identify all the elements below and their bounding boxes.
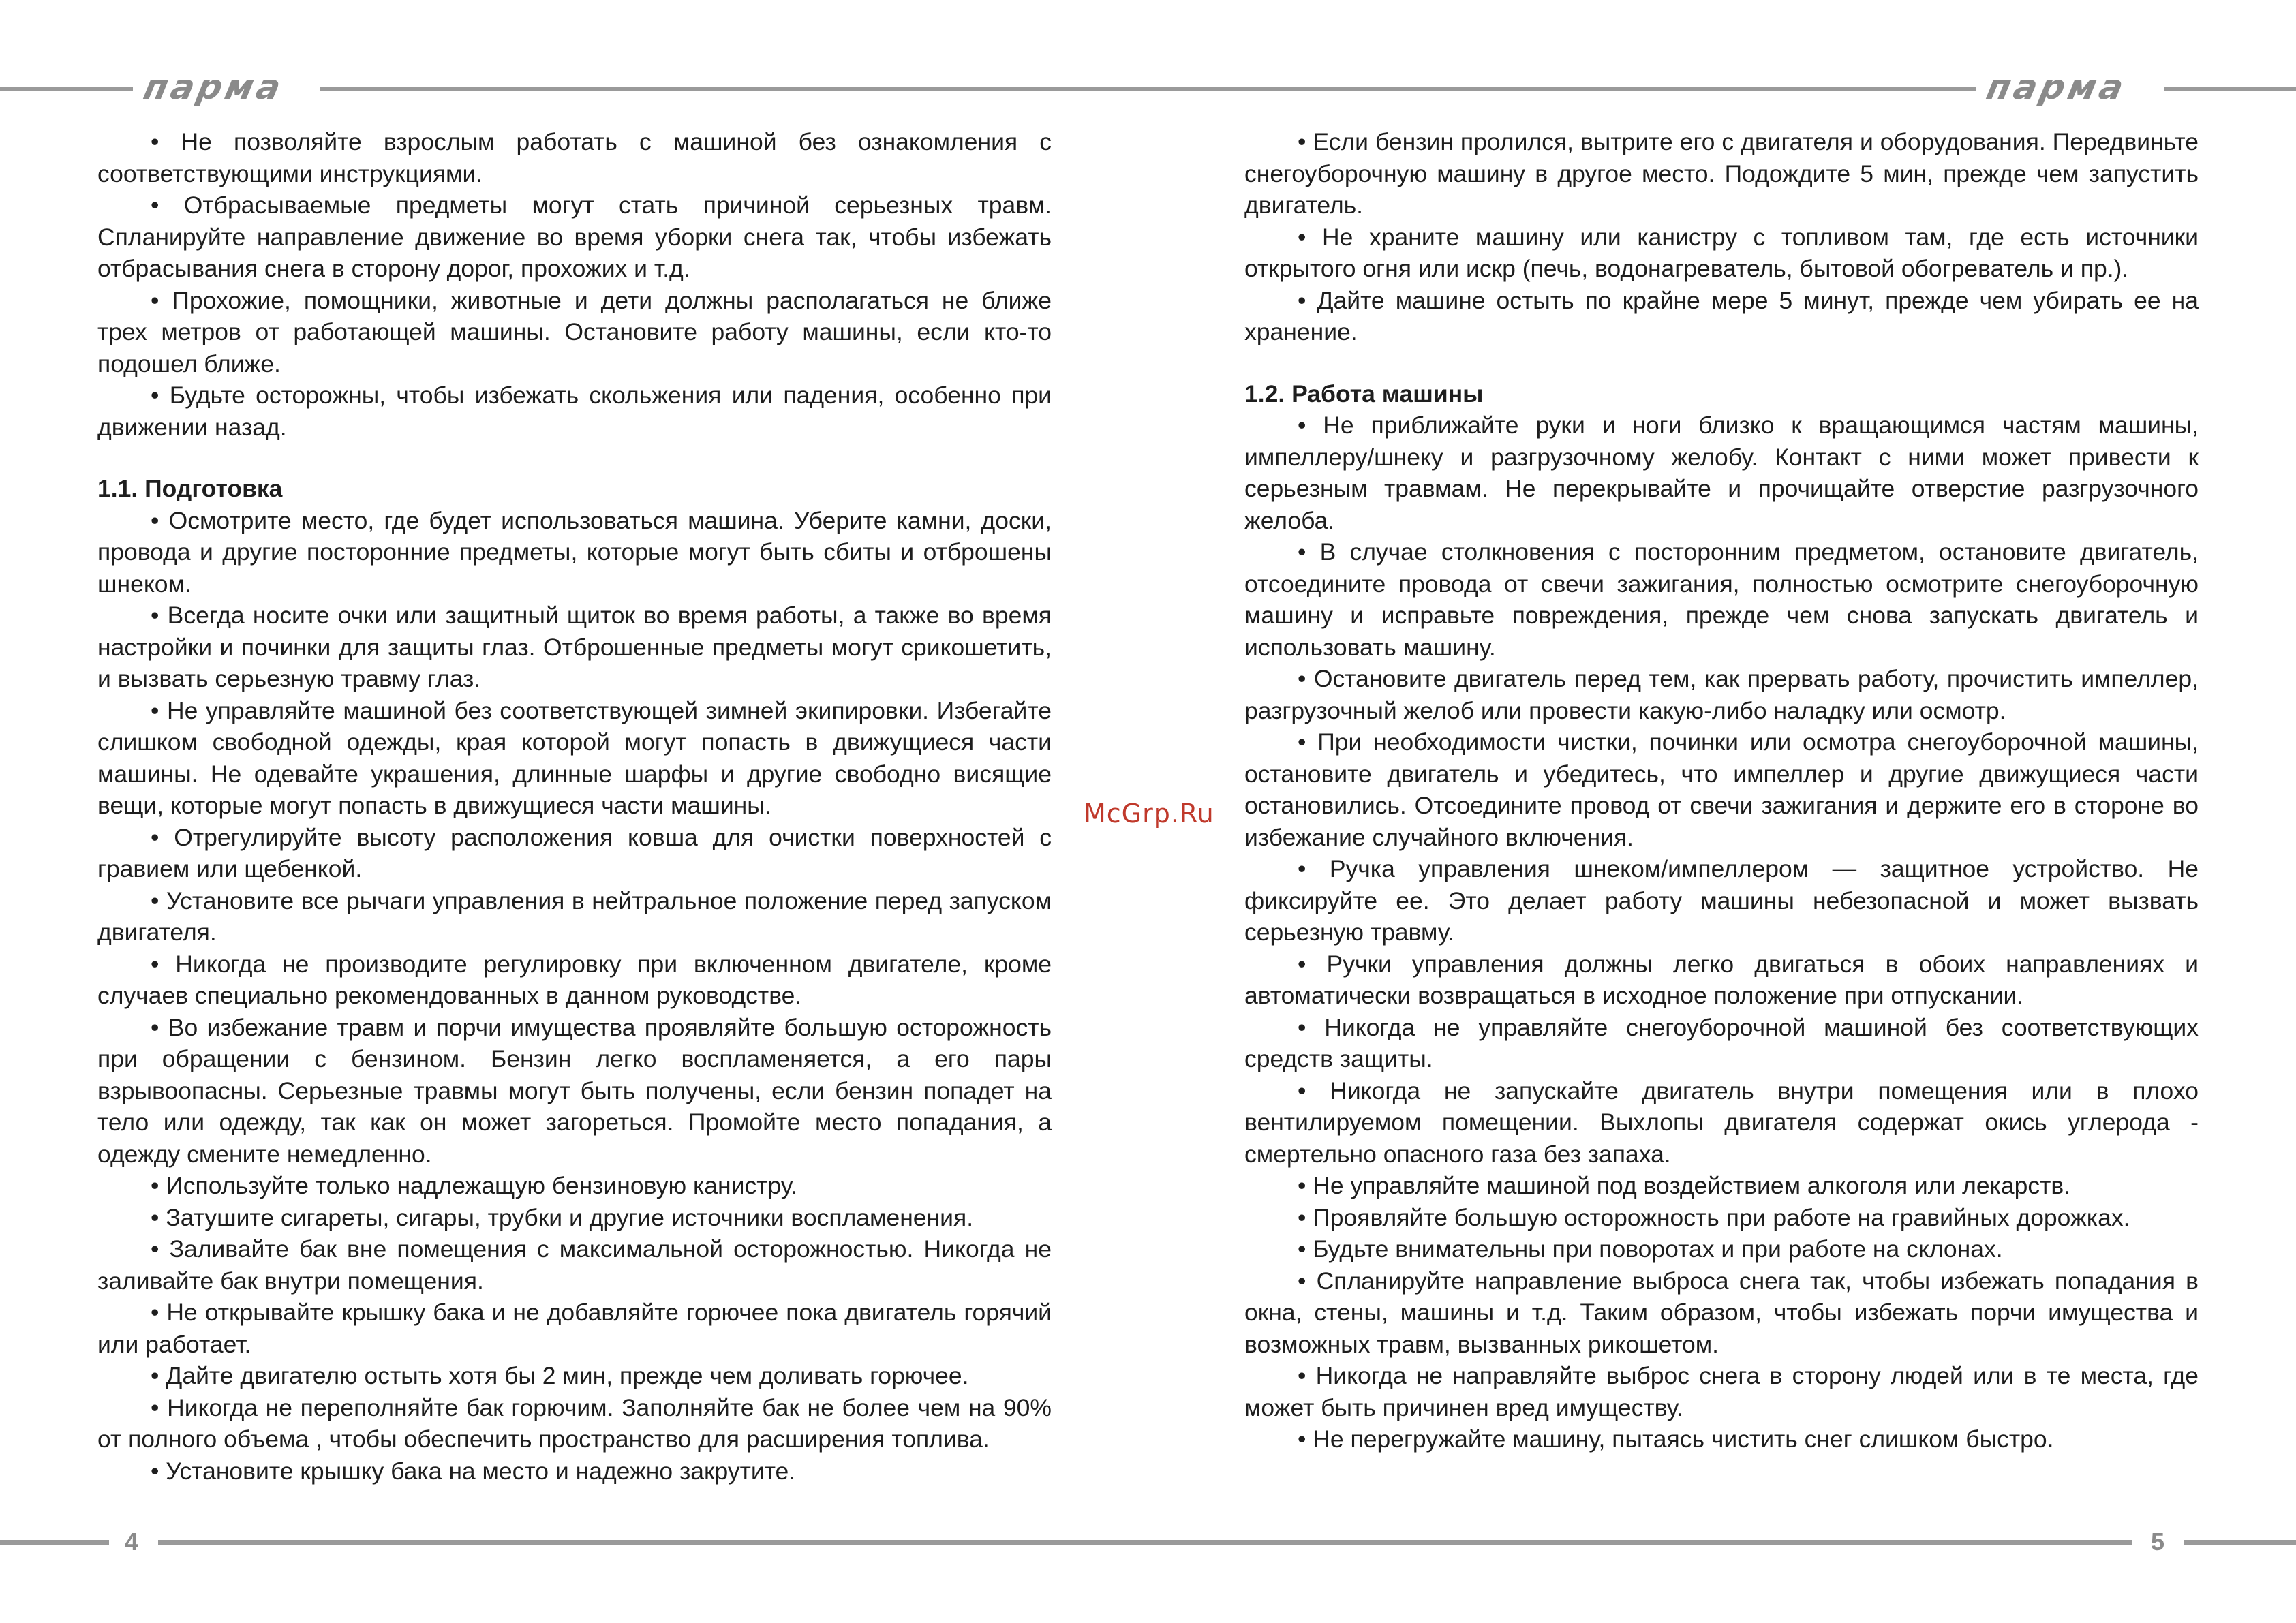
paragraph: • Используйте только надлежащую бензиновую канистру.: [151, 1172, 797, 1199]
paragraph: • Ручка управления шнеком/импеллером — защитное устройство. Не фиксируйте ее. Это делает работу машины небезопасной и может вызвать серьезную травму.: [1244, 855, 2199, 946]
paragraph: • Осмотрите место, где будет использоваться машина. Уберите камни, доски, провода и другие посторонние предметы, которые могут быть сбиты и отброшены шнеком.: [97, 506, 1052, 598]
paragraph: • Проявляйте большую осторожность при работе на гравийных дорожках.: [1298, 1203, 2130, 1231]
paragraph: • При необходимости чистки, починки или осмотра снегоуборочной машины, остановите двигатель и убедитесь, что импеллер и другие движущиеся части остановились. Отсоедините провод от свечи зажигания и держите его в стороне во избежание случайного включения.: [1244, 728, 2199, 851]
paragraph: • Отрегулируйте высоту расположения ковша для очистки поверхностей с гравием или щебенкой.: [97, 823, 1052, 882]
paragraph: • Не приближайте руки и ноги близко к вращающимся частям машины, импеллеру/шнеку и разгрузочному желобу. Контакт с ними может привести к серьезным травмам. Не перекрывайте и прочищайте отверстие разгрузочного желоба.: [1244, 412, 2199, 534]
paragraph: • Не храните машину или канистру с топливом там, где есть источники открытого огня или искр (печь, водонагреватель, бытовой обогреватель и пр.).: [1244, 223, 2199, 282]
paragraph: • Затушите сигареты, сигары, трубки и другие источники воспламенения.: [151, 1203, 974, 1231]
paragraph: • Прохожие, помощники, животные и дети должны располагаться не ближе трех метров от работающей машины. Остановите работу машины, если кто-то подошел ближе.: [97, 286, 1052, 377]
paragraph: • Будьте внимательны при поворотах и при работе на склонах.: [1298, 1235, 2003, 1263]
paragraph: • Отбрасываемые предметы могут стать причиной серьезных травм. Спланируйте направление движение во время уборки снега так, чтобы избежать отбрасывания снега в сторону дорог, прохожих и т.д.: [97, 191, 1052, 282]
paragraph: • Заливайте бак вне помещения с максимальной осторожностью. Никогда не заливайте бак внутри помещения.: [97, 1235, 1052, 1295]
paragraph: • Во избежание травм и порчи имущества проявляйте большую осторожность при обращении с бензином. Бензин легко воспламеняется, а его пары взрывоопасны. Серьезные травмы могут быть получены, если бензин попадет на тело или одежду, так как он может загореться. Промойте место попадания, а одежду смените немедленно.: [97, 1013, 1052, 1168]
paragraph: • Никогда не запускайте двигатель внутри помещения или в плохо вентилируемом помещении. Выхлопы двигателя содержат окись углерода - смертельно опасного газа без запаха.: [1244, 1077, 2199, 1168]
paragraph: • Дайте машине остыть по крайне мере 5 минут, прежде чем убирать ее на хранение.: [1244, 286, 2199, 345]
section-heading-machine-operation: 1.2. Работа машины: [1244, 380, 1484, 407]
watermark-link[interactable]: McGrp.Ru: [1084, 799, 1214, 829]
paragraph: • Никогда не управляйте снегоуборочной машиной без соответствующих средств защиты.: [1244, 1013, 2199, 1072]
paragraph: • Не позволяйте взрослым работать с машиной без ознакомления с соответствующими инструкциями.: [97, 128, 1052, 187]
paragraph: • Будьте осторожны, чтобы избежать скольжения или падения, особенно при движении назад.: [97, 382, 1052, 441]
paragraph: • Установите все рычаги управления в нейтральное положение перед запуском двигателя.: [97, 886, 1052, 946]
paragraph: • Ручки управления должны легко двигаться в обоих направлениях и автоматически возвращаться в исходное положение при отпускании.: [1244, 950, 2199, 1009]
paragraph: • Всегда носите очки или защитный щиток во время работы, а также во время настройки и починки для защиты глаз. Отброшенные предметы могут срикошетить, и вызвать серьезную травму глаз.: [97, 602, 1052, 692]
paragraph: • В случае столкновения с посторонним предметом, остановите двигатель, отсоедините провода от свечи зажигания, полностью осмотрите снегоуборочную машину и исправьте повреждения, прежде чем снова запускать двигатель и использовать машину.: [1244, 538, 2199, 661]
page-number-left: 4: [125, 1528, 139, 1556]
footer-rule-center: [158, 1540, 2132, 1545]
left-column: [97, 126, 1052, 1487]
page-number-right: 5: [2151, 1528, 2165, 1556]
header-rule-left-a: [0, 87, 133, 91]
section-heading-preparation: 1.1. Подготовка: [97, 475, 283, 502]
paragraph: • Никогда не переполняйте бак горючим. Заполняйте бак не более чем на 90% от полного объема , чтобы обеспечить пространство для расширения топлива.: [97, 1393, 1052, 1453]
parma-logo-left: парма: [140, 67, 288, 107]
paragraph: • Не управляйте машиной без соответствующей зимней экипировки. Избегайте слишком свободной одежды, края которой могут попасть в движущиеся части машины. Не одевайте украшения, длинные шарфы и другие свободно висящие вещи, которые могут попасть в движущиеся части машины.: [97, 696, 1052, 819]
paragraph: • Никогда не производите регулировку при включенном двигателе, кроме случаев специально рекомендованных в данном руководстве.: [97, 950, 1052, 1009]
paragraph: • Дайте двигателю остыть хотя бы 2 мин, прежде чем доливать горючее.: [151, 1362, 969, 1389]
paragraph: • Установите крышку бака на место и надежно закрутите.: [151, 1457, 796, 1485]
header-rule-center: [320, 87, 1976, 91]
paragraph: • Спланируйте направление выброса снега так, чтобы избежать попадания в окна, стены, машины и т.д. Таким образом, чтобы избежать порчи имущества и возможных травм, вызванных рикошетом.: [1244, 1267, 2199, 1358]
footer-rule-left: [0, 1540, 109, 1545]
parma-logo-right: парма: [1983, 67, 2130, 107]
paragraph: • Не перегружайте машину, пытаясь чистить снег слишком быстро.: [1298, 1425, 2054, 1453]
paragraph: • Никогда не направляйте выброс снега в сторону людей или в те места, где может быть причинен вред имуществу.: [1244, 1362, 2199, 1421]
paragraph: • Если бензин пролился, вытрите его с двигателя и оборудования. Передвиньте снегоуборочную машину в другое место. Подождите 5 мин, прежде чем запустить двигатель.: [1244, 128, 2199, 219]
paragraph: • Не управляйте машиной под воздействием алкоголя или лекарств.: [1298, 1172, 2071, 1199]
paragraph: • Остановите двигатель перед тем, как прервать работу, прочистить импеллер, разгрузочный желоб или провести какую-либо наладку или осмотр.: [1244, 665, 2199, 724]
paragraph: • Не открывайте крышку бака и не добавляйте горючее пока двигатель горячий или работает.: [97, 1299, 1052, 1358]
footer-rule-right: [2184, 1540, 2296, 1545]
header-rule-right-a: [2164, 87, 2296, 91]
right-column: [1244, 126, 2199, 1455]
